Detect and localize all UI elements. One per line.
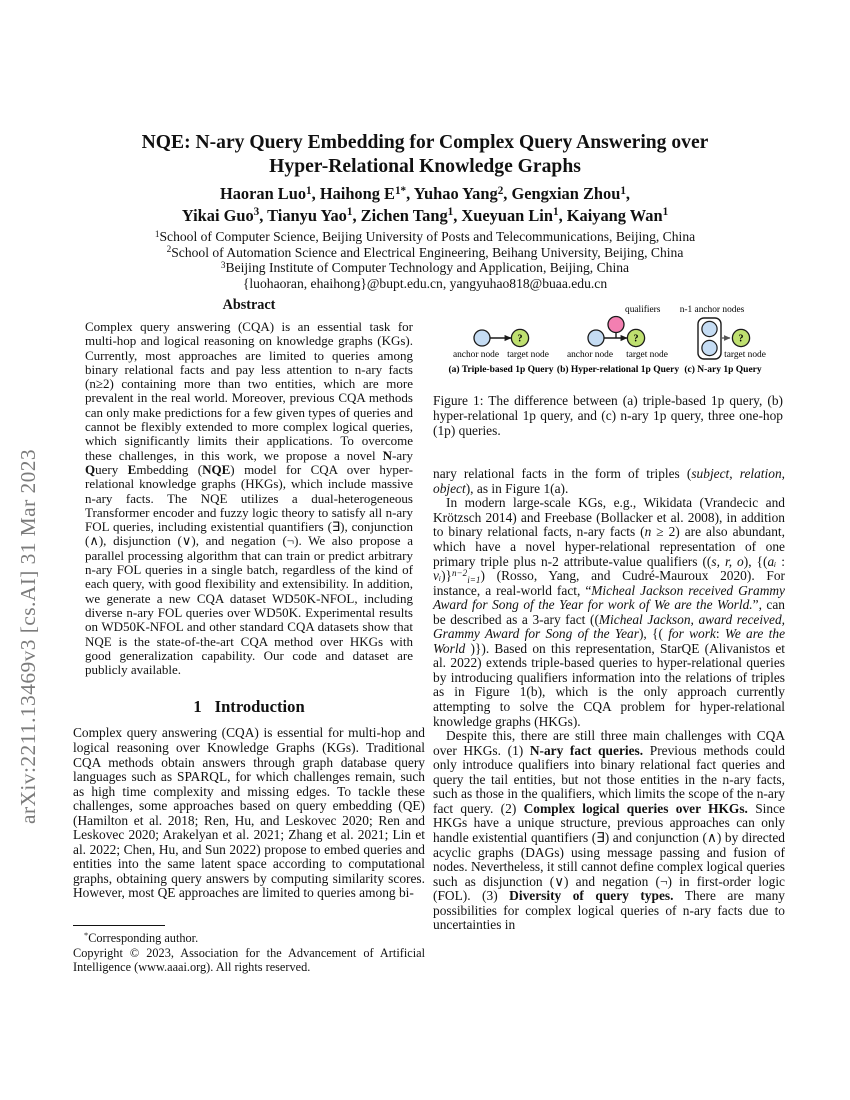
body-paragraph-challenges: Despite this, there are still three main challenges with CQA over HKGs. (1) N-ary fact queries. Previous methods could only introduce qualifiers into binary relational fact queries and query the tail entities, but not those entities in the n-ary facts, such as those in the qualifiers, which limits the scope of the n-ary fact query. (2) Complex logical queries over HKGs. Since HKGs have a unique structure, previous approaches can only handle existential quantifiers (∃) and conjunction (∧) by directed acyclic graphs (DAGs) using message passing and fusion of nodes. Nevertheless, it still cannot define complex logical queries such as disjunction (∨) and negation (¬) in first-order logic (FOL). (3) Diversity of query types. There are many possibilities for complex logical queries of n-ary facts due to uncertainties in	[433, 728, 786, 933]
target-node-label: target node	[724, 350, 766, 360]
target-node-label: target node	[507, 350, 549, 360]
arxiv-watermark: arXiv:2211.13469v3 [cs.AI] 31 Mar 2023	[16, 448, 40, 824]
anchor-node-label: anchor node	[452, 350, 500, 360]
diagram-b-hyper-relational	[557, 304, 679, 375]
email-line: {luohaoran, ehaihong}@bupt.edu.cn, yangyuhao818@buaa.edu.cn	[242, 275, 608, 291]
footnote-rule	[73, 925, 165, 926]
right-column	[433, 293, 785, 933]
diagram-a-triple-based	[449, 329, 554, 375]
affiliation-1: $^1$School of Computer Science, Beijing University of Posts and Telecommunications, Beijing, China	[154, 228, 696, 244]
left-column	[73, 297, 425, 901]
paper-title-line-2: Hyper-Relational Knowledge Graphs	[269, 156, 581, 177]
diagram-b-caption: (b) Hyper-relational 1p Query	[556, 365, 680, 375]
footnote-copyright: Copyright © 2023, Association for the Advancement of Artificial Intelligence (www.aaai.org). All rights reserved.	[73, 945, 425, 975]
section-title: Introduction	[214, 697, 305, 717]
paper-title-line-1: NQE: N-ary Query Embedding for Complex Query Answering over	[141, 132, 709, 153]
target-node-label: target node	[626, 350, 668, 360]
target-question-mark: ?	[633, 333, 639, 345]
section-number: 1	[193, 697, 202, 717]
query-diagram-svg	[433, 293, 783, 381]
footnote-block	[73, 925, 425, 975]
intro-paragraph-1: Complex query answering (CQA) is essential for multi-hop and logical reasoning over Knowledge Graphs (KGs). Traditional CQA methods obtain answers through graph database query languages such as SPARQL, for which challenges remain, such as high time complexity and missing edges. To tackle these challenges, some approaches based on query embedding (QE) (Hamilton et al. 2018; Ren, Hu, and Leskovec 2020; Ren and Leskovec 2020; Arakelyan et al. 2021; Zhang et al. 2021; Lin et al. 2022; Chen, Hu, and Sun 2022) propose to embed queries and entities into the same latent space according to computational graphs, obtaining query answers by computing similarity scores. However, most QE approaches are limited to queries among bi-	[73, 725, 425, 901]
anchor-node-circle	[702, 321, 717, 336]
affiliations	[0, 229, 850, 291]
right-column-body	[433, 467, 785, 933]
diagram-c-n-ary	[680, 305, 766, 375]
anchor-node-circle	[702, 340, 717, 355]
target-question-mark: ?	[738, 333, 744, 345]
body-paragraph-continuation: nary relational facts in the form of triples (subject, relation, object), as in Figure 1(a).	[433, 466, 785, 496]
footnote-corresponding-author: *Corresponding author.	[84, 931, 199, 945]
section-heading-introduction	[73, 697, 425, 717]
qualifiers-label: qualifiers	[625, 305, 661, 315]
anchor-node-circle	[474, 330, 490, 346]
figure-1	[433, 293, 783, 438]
authors-line-2: Yikai Guo$^3$, Tianyu Yao$^1$, Zichen Tang$^1$, Xueyuan Lin$^1$, Kaiyang Wan$^1$	[181, 205, 669, 225]
affiliation-2: $^2$School of Automation Science and Electrical Engineering, Beihang University, Beijing, China	[166, 244, 684, 260]
abstract-text: Complex query answering (CQA) is an essential task for multi-hop and logical reasoning on knowledge graphs (KGs). Currently, most approaches are limited to queries among binary relational facts and pay less attention to n-ary facts (n≥2) containing more than two entities, which are more prevalent in the real world. Moreover, previous CQA methods can only make predictions for a few given types of queries and cannot be flexibly extended to more complex logical queries, which significantly limits their applications. To overcome these challenges, in this work, we propose a novel N-ary Query Embedding (NQE) model for CQA over hyper-relational knowledge graphs (HKGs), which include massive n-ary facts. The NQE utilizes a dual-heterogeneous Transformer encoder and fuzzy logic theory to satisfy all n-ary FOL queries, including existential quantifiers (∃), conjunction (∧), disjunction (∨), and negation (¬). We also propose a parallel processing algorithm that can train or predict arbitrary n-ary FOL queries in a single batch, regardless of the kind of each query, with good flexibility and extensibility. In addition, we generate a new CQA dataset WD50K-NFOL, including diverse n-ary FOL queries over WD50K. Experimental results on WD50K-NFOL and other standard CQA datasets show that NQE is the state-of-the-art CQA method over HKGs with good generalization capability. Our code and dataset are publicly available.	[85, 319, 413, 678]
anchor-node-label: anchor node	[566, 350, 614, 360]
paper-title	[0, 131, 850, 179]
abstract-heading: Abstract	[222, 297, 276, 313]
diagram-c-caption: (c) N-ary 1p Query	[684, 365, 762, 375]
target-question-mark: ?	[517, 333, 523, 345]
body-paragraph-nary-facts: In modern large-scale KGs, e.g., Wikidata (Vrandecic and Krötzsch 2014) and Freebase (Bollacker et al. 2008), in addition to binary relational facts, n-ary facts (n ≥ 2) are also abundant, which have a novel hyper-relational representation of one primary triple plus n-2 attribute-value qualifiers ((s, r, o), {(aᵢ : vᵢ)}$^{n-2}$i=1) (Rosso, Yang, and Cudré-Mauroux 2020). For instance, a real-world fact, “Micheal Jackson received Grammy Award for Song of the Year for work of We are the World.”, can be described as a 3-ary fact ((Micheal Jackson, award received, Grammy Award for Song of the Year), {( for work: We are the World )}). Based on this representation, StarQE (Alivanistos et al. 2022) extends triple-based queries to hyper-relational queries by introducing qualifiers information into the relations of triples as in Figure 1(b), which is the only approach currently attempting to solve the CQA problem for hyper-relational knowledge graphs (HKGs).	[433, 495, 786, 729]
author-list	[0, 183, 850, 226]
qualifier-node-circle	[608, 317, 624, 333]
authors-line-1: Haoran Luo$^1$, Haihong $E^{1*}$, Yuhao Yang$^2$, Gengxian Zhou$^1$,	[219, 184, 631, 203]
affiliation-3: $^3$Beijing Institute of Computer Technology and Application, Beijing, China	[220, 259, 630, 275]
diagram-a-caption: (a) Triple-based 1p Query	[448, 365, 554, 375]
n1-anchor-nodes-label: n-1 anchor nodes	[679, 305, 745, 315]
figure-1-caption: Figure 1: The difference between (a) triple-based 1p query, (b) hyper-relational 1p query, and (c) n-ary 1p query, three one-hop (1p) queries.	[433, 393, 783, 439]
anchor-node-circle	[588, 330, 604, 346]
